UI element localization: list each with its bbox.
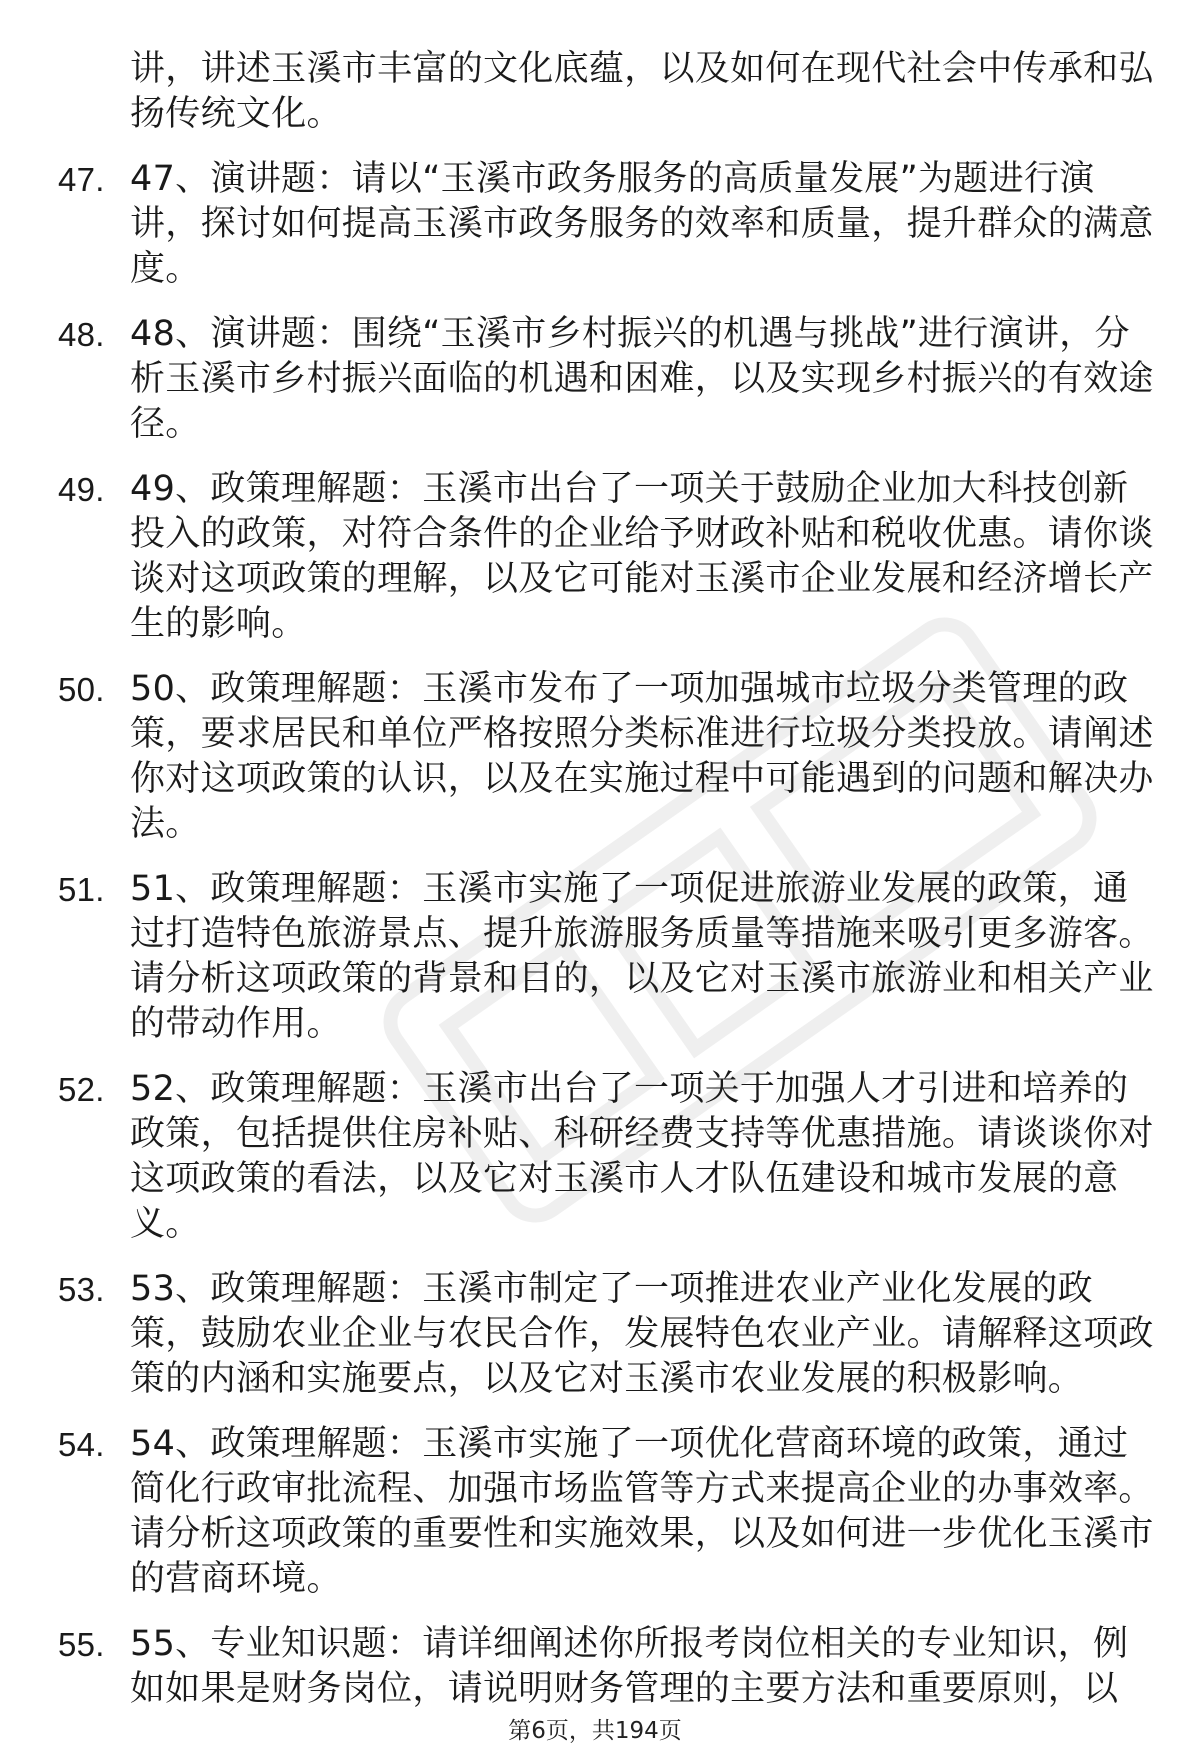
item-text: 49、政策理解题：玉溪市出台了一项关于鼓励企业加大科技创新投入的政策，对符合条件的企业给予财政补贴和税收优惠。请你谈谈对这项政策的理解，以及它可能对玉溪市企业发展和经济增长产生的影响。	[130, 469, 1154, 644]
list-item	[58, 157, 1158, 292]
item-text: 54、政策理解题：玉溪市实施了一项优化营商环境的政策，通过简化行政审批流程、加强市场监管等方式来提高企业的办事效率。请分析这项政策的重要性和实施效果，以及如何进一步优化玉溪市的营商环境。	[130, 1424, 1154, 1599]
item-number: 53.	[58, 1271, 105, 1308]
item-number: 52.	[58, 1071, 105, 1108]
list-item	[58, 47, 1158, 137]
item-number: 47.	[58, 161, 105, 198]
item-number: 51.	[58, 871, 105, 908]
list-item	[58, 667, 1158, 847]
list-item	[58, 1622, 1158, 1712]
item-text: 52、政策理解题：玉溪市出台了一项关于加强人才引进和培养的政策，包括提供住房补贴、科研经费支持等优惠措施。请谈谈你对这项政策的看法，以及它对玉溪市人才队伍建设和城市发展的意义。	[130, 1069, 1154, 1244]
item-number: 50.	[58, 671, 105, 708]
item-text: 48、演讲题：围绕“玉溪市乡村振兴的机遇与挑战”进行演讲，分析玉溪市乡村振兴面临的机遇和困难，以及实现乡村振兴的有效途径。	[130, 314, 1154, 444]
item-text: 51、政策理解题：玉溪市实施了一项促进旅游业发展的政策，通过打造特色旅游景点、提升旅游服务质量等措施来吸引更多游客。请分析这项政策的背景和目的，以及它对玉溪市旅游业和相关产业的带动作用。	[130, 869, 1154, 1044]
list-item	[58, 467, 1158, 647]
list-item	[58, 1067, 1158, 1247]
list-item	[58, 312, 1158, 447]
item-number: 54.	[58, 1426, 105, 1463]
list-item	[58, 1422, 1158, 1602]
item-text: 47、演讲题：请以“玉溪市政务服务的高质量发展”为题进行演讲，探讨如何提高玉溪市政务服务的效率和质量，提升群众的满意度。	[130, 159, 1154, 289]
page-footer: 第6页，共194页	[508, 1718, 682, 1744]
list-item	[58, 867, 1158, 1047]
item-number: 48.	[58, 316, 105, 353]
item-text: 55、专业知识题：请详细阐述你所报考岗位相关的专业知识，例如如果是财务岗位，请说明财务管理的主要方法和重要原则，以	[130, 1624, 1129, 1709]
item-text: 50、政策理解题：玉溪市发布了一项加强城市垃圾分类管理的政策，要求居民和单位严格按照分类标准进行垃圾分类投放。请阐述你对这项政策的认识，以及在实施过程中可能遇到的问题和解决办法。	[130, 669, 1154, 844]
list-item	[58, 1267, 1158, 1402]
item-text: 讲，讲述玉溪市丰富的文化底蕴，以及如何在现代社会中传承和弘扬传统文化。	[130, 49, 1154, 134]
question-list	[58, 47, 1158, 1732]
item-text: 53、政策理解题：玉溪市制定了一项推进农业产业化发展的政策，鼓励农业企业与农民合作，发展特色农业产业。请解释这项政策的内涵和实施要点，以及它对玉溪市农业发展的积极影响。	[130, 1269, 1154, 1399]
item-number: 55.	[58, 1626, 105, 1663]
item-number: 49.	[58, 471, 105, 508]
